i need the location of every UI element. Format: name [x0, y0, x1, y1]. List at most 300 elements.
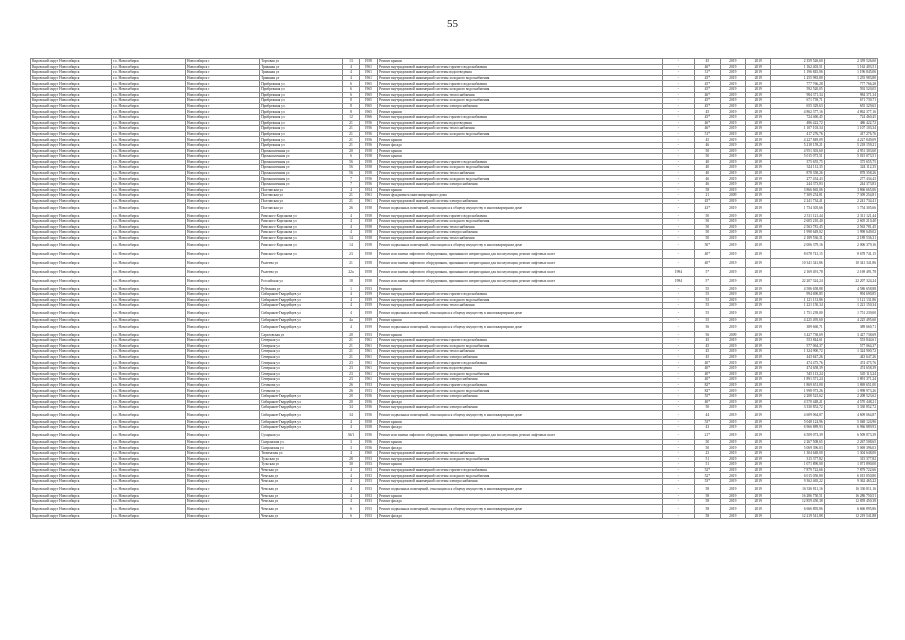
- amount-total-cell: 2 006 379,16: [824, 241, 877, 250]
- amount-total-cell: 2 169 491,78: [824, 268, 877, 277]
- street-cell: Прибрежная ул: [260, 98, 343, 104]
- table-row: [31, 430, 878, 439]
- from-year-cell: 2019: [720, 323, 745, 332]
- city-cell: Новосибирск г: [186, 81, 260, 87]
- year-cell: 1966: [359, 114, 378, 120]
- wear-cell: 50: [695, 235, 720, 241]
- from-year-cell: 2019: [720, 303, 745, 309]
- year-cell: 1961: [359, 64, 378, 70]
- wear-cell: 45: [695, 337, 720, 343]
- street-cell: Саратовская ул: [260, 332, 343, 338]
- city-cell: Новосибирск г: [186, 131, 260, 137]
- amount-total-cell: 12 859 450,38: [824, 499, 877, 505]
- from-year-cell: 2019: [720, 493, 745, 499]
- from-year-cell: 2019: [720, 182, 745, 188]
- from-year-cell: 2019: [720, 388, 745, 394]
- year-cell: 1953: [359, 332, 378, 338]
- house-cell: 4: [343, 230, 359, 236]
- city-cell: Новосибирск г: [186, 499, 260, 505]
- to-year-cell: 2019: [746, 332, 771, 338]
- house-cell: 23: [343, 360, 359, 366]
- mark-cell: -: [662, 159, 694, 165]
- city-cell: Новосибирск г: [186, 297, 260, 303]
- wear-cell: 58: [695, 504, 720, 513]
- city-cell: Новосибирск г: [186, 126, 260, 132]
- wear-cell: 50: [695, 213, 720, 219]
- house-cell: 4: [343, 484, 359, 493]
- district-cell: Кировский округ Новосибирск: [31, 456, 112, 462]
- settlement-cell: г.о. Новосибирск: [111, 81, 185, 87]
- city-cell: Новосибирск г: [186, 388, 260, 394]
- from-year-cell: 2019: [720, 219, 745, 225]
- amount-cell: 4 570 448,21: [771, 399, 824, 405]
- work-cell: Ремонт внутридомовой инженерной системы водоотведения: [378, 70, 663, 76]
- city-cell: Новосибирск г: [186, 410, 260, 419]
- work-cell: Ремонт внутридомовой инженерной системы холодного водоснабжения: [378, 473, 663, 479]
- mark-cell: -: [662, 473, 694, 479]
- wear-cell: 45*: [695, 86, 720, 92]
- settlement-cell: г.о. Новосибирск: [111, 170, 185, 176]
- city-cell: Новосибирск г: [186, 467, 260, 473]
- to-year-cell: 2019: [746, 377, 771, 383]
- street-cell: Римского-Корсакова ул: [260, 241, 343, 250]
- work-cell: Ремонт крыши: [378, 137, 663, 143]
- work-cell: Ремонт фасада: [378, 399, 663, 405]
- amount-cell: 994 690,85: [771, 292, 824, 298]
- from-year-cell: 2019: [720, 467, 745, 473]
- to-year-cell: 2019: [746, 120, 771, 126]
- city-cell: Новосибирск г: [186, 103, 260, 109]
- street-cell: Рылеева ул: [260, 259, 343, 268]
- street-cell: Промышленная ул: [260, 170, 343, 176]
- work-cell: Ремонт подвальных помещений, относящихся к общему имуществу в многоквартирном доме: [378, 504, 663, 513]
- from-year-cell: 2019: [720, 393, 745, 399]
- year-cell: 1961: [359, 198, 378, 204]
- wear-cell: 31*: [695, 70, 720, 76]
- house-cell: 20: [343, 332, 359, 338]
- settlement-cell: г.о. Новосибирск: [111, 297, 185, 303]
- amount-total-cell: 1 221 150,34: [824, 303, 877, 309]
- city-cell: Новосибирск г: [186, 360, 260, 366]
- amount-cell: 7 879 722,66: [771, 467, 824, 473]
- settlement-cell: г.о. Новосибирск: [111, 154, 185, 160]
- amount-total-cell: 443 647,26: [824, 354, 877, 360]
- street-cell: Чемская ул: [260, 479, 343, 485]
- city-cell: Новосибирск г: [186, 292, 260, 298]
- district-cell: Кировский округ Новосибирск: [31, 439, 112, 445]
- settlement-cell: г.о. Новосибирск: [111, 499, 185, 505]
- amount-total-cell: 375 655,75: [824, 159, 877, 165]
- wear-cell: 40: [695, 159, 720, 165]
- house-cell: 8: [343, 109, 359, 115]
- amount-total-cell: 277 434,43: [824, 176, 877, 182]
- district-cell: Кировский округ Новосибирск: [31, 187, 112, 193]
- house-cell: 6: [343, 513, 359, 519]
- amount-total-cell: 474 475,76: [824, 360, 877, 366]
- to-year-cell: 2019: [746, 473, 771, 479]
- street-cell: Полтавская ул: [260, 187, 343, 193]
- year-cell: 1965: [359, 92, 378, 98]
- city-cell: Новосибирск г: [186, 224, 260, 230]
- wear-cell: 55: [695, 303, 720, 309]
- mark-cell: -: [662, 467, 694, 473]
- amount-total-cell: 16 336 811,16: [824, 484, 877, 493]
- settlement-cell: г.о. Новосибирск: [111, 165, 185, 171]
- street-cell: Сибиряков-Гвардейцев ул: [260, 419, 343, 425]
- house-cell: 28: [343, 456, 359, 462]
- mark-cell: -: [662, 59, 694, 65]
- amount-total-cell: 1 869 651,00: [824, 382, 877, 388]
- house-cell: 22а: [343, 268, 359, 277]
- table-row: [31, 204, 878, 213]
- wear-cell: 40*: [695, 259, 720, 268]
- house-cell: 26: [343, 388, 359, 394]
- year-cell: 1961: [359, 360, 378, 366]
- to-year-cell: 2019: [746, 286, 771, 292]
- street-cell: Прибрежная ул: [260, 86, 343, 92]
- settlement-cell: г.о. Новосибирск: [111, 230, 185, 236]
- from-year-cell: 2019: [720, 224, 745, 230]
- district-cell: Кировский округ Новосибирск: [31, 204, 112, 213]
- mark-cell: -: [662, 235, 694, 241]
- to-year-cell: 2019: [746, 81, 771, 87]
- to-year-cell: 2019: [746, 230, 771, 236]
- wear-cell: 52*: [695, 467, 720, 473]
- district-cell: Кировский округ Новосибирск: [31, 131, 112, 137]
- city-cell: Новосибирск г: [186, 349, 260, 355]
- city-cell: Новосибирск г: [186, 70, 260, 76]
- street-cell: Чемская ул: [260, 499, 343, 505]
- from-year-cell: 2019: [720, 399, 745, 405]
- from-year-cell: 2019: [720, 64, 745, 70]
- settlement-cell: г.о. Новосибирск: [111, 92, 185, 98]
- wear-cell: 50: [695, 445, 720, 451]
- work-cell: Ремонт внутридомовой инженерной системы холодного водоснабжения: [378, 131, 663, 137]
- to-year-cell: 2019: [746, 187, 771, 193]
- amount-total-cell: 1 071 890,00: [824, 462, 877, 468]
- table-row: [31, 308, 878, 317]
- district-cell: Кировский округ Новосибирск: [31, 343, 112, 349]
- mark-cell: -: [662, 493, 694, 499]
- city-cell: Новосибирск г: [186, 354, 260, 360]
- city-cell: Новосибирск г: [186, 92, 260, 98]
- settlement-cell: г.о. Новосибирск: [111, 235, 185, 241]
- year-cell: 1956: [359, 430, 378, 439]
- mark-cell: -: [662, 219, 694, 225]
- year-cell: 1953: [359, 504, 378, 513]
- wear-cell: 56: [695, 332, 720, 338]
- work-cell: Ремонт внутридомовой инженерной системы теплоснабжения: [378, 451, 663, 457]
- to-year-cell: 2019: [746, 250, 771, 259]
- amount-cell: 1 255 983,80: [771, 75, 824, 81]
- settlement-cell: г.о. Новосибирск: [111, 277, 185, 286]
- to-year-cell: 2019: [746, 148, 771, 154]
- amount-total-cell: 244 373,83: [824, 182, 877, 188]
- work-cell: Ремонт подвальных помещений, относящихся к общему имуществу в многоквартирном доме: [378, 323, 663, 332]
- year-cell: 1954: [359, 187, 378, 193]
- year-cell: 1959: [359, 297, 378, 303]
- from-year-cell: 2019: [720, 98, 745, 104]
- district-cell: Кировский округ Новосибирск: [31, 98, 112, 104]
- city-cell: Новосибирск г: [186, 382, 260, 388]
- street-cell: Сибиряков-Гвардейцев ул: [260, 308, 343, 317]
- mark-cell: -: [662, 292, 694, 298]
- mark-cell: -: [662, 410, 694, 419]
- settlement-cell: г.о. Новосибирск: [111, 148, 185, 154]
- street-cell: Прибрежная ул: [260, 142, 343, 148]
- from-year-cell: 2019: [720, 120, 745, 126]
- amount-total-cell: 315 377,82: [824, 456, 877, 462]
- city-cell: Новосибирск г: [186, 193, 260, 199]
- district-cell: Кировский округ Новосибирск: [31, 499, 112, 505]
- street-cell: Торговая ул: [260, 59, 343, 65]
- amount-total-cell: 417 276,76: [824, 131, 877, 137]
- wear-cell: 43: [695, 425, 720, 431]
- city-cell: Новосибирск г: [186, 154, 260, 160]
- wear-cell: 50: [695, 154, 720, 160]
- year-cell: 1961: [359, 70, 378, 76]
- mark-cell: -: [662, 445, 694, 451]
- from-year-cell: 2019: [720, 377, 745, 383]
- amount-total-cell: 545 113,24: [824, 371, 877, 377]
- mark-cell: -: [662, 365, 694, 371]
- settlement-cell: г.о. Новосибирск: [111, 484, 185, 493]
- settlement-cell: г.о. Новосибирск: [111, 513, 185, 519]
- amount-total-cell: 1 196 845,06: [824, 70, 877, 76]
- amount-cell: 1 998 649,02: [771, 230, 824, 236]
- from-year-cell: 2019: [720, 230, 745, 236]
- work-cell: Ремонт внутридомовой инженерной системы горячего водоснабжения: [378, 81, 663, 87]
- house-cell: 4: [343, 303, 359, 309]
- amount-cell: 1 304 648,00: [771, 451, 824, 457]
- settlement-cell: г.о. Новосибирск: [111, 479, 185, 485]
- district-cell: Кировский округ Новосибирск: [31, 103, 112, 109]
- amount-cell: 1 891 371,24: [771, 377, 824, 383]
- amount-total-cell: 16 286 750,51: [824, 493, 877, 499]
- house-cell: 23: [343, 365, 359, 371]
- district-cell: Кировский округ Новосибирск: [31, 399, 112, 405]
- house-cell: 4: [343, 213, 359, 219]
- mark-cell: -: [662, 154, 694, 160]
- settlement-cell: г.о. Новосибирск: [111, 292, 185, 298]
- settlement-cell: г.о. Новосибирск: [111, 410, 185, 419]
- house-cell: 4: [343, 219, 359, 225]
- to-year-cell: 2019: [746, 277, 771, 286]
- mark-cell: -: [662, 98, 694, 104]
- district-cell: Кировский округ Новосибирск: [31, 64, 112, 70]
- to-year-cell: 2019: [746, 131, 771, 137]
- amount-cell: 1 869 651,00: [771, 382, 824, 388]
- year-cell: 1953: [359, 388, 378, 394]
- district-cell: Кировский округ Новосибирск: [31, 484, 112, 493]
- amount-cell: 2 169 491,78: [771, 268, 824, 277]
- house-cell: 21: [343, 137, 359, 143]
- house-cell: 4: [343, 297, 359, 303]
- district-cell: Кировский округ Новосибирск: [31, 126, 112, 132]
- street-cell: Рылеева ул: [260, 268, 343, 277]
- amount-total-cell: 5 015 073,51: [824, 154, 877, 160]
- wear-cell: 46: [695, 142, 720, 148]
- amount-total-cell: 3 427 738,69: [824, 332, 877, 338]
- amount-total-cell: 671 739,71: [824, 98, 877, 104]
- mark-cell: -: [662, 456, 694, 462]
- street-cell: Тульская ул: [260, 462, 343, 468]
- mark-cell: -: [662, 204, 694, 213]
- mark-cell: -: [662, 114, 694, 120]
- house-cell: 6: [343, 81, 359, 87]
- work-cell: Ремонт подвальных помещений, относящихся к общему имуществу в многоквартирном доме: [378, 410, 663, 419]
- street-cell: Чемская ул: [260, 467, 343, 473]
- to-year-cell: 2019: [746, 219, 771, 225]
- year-cell: 1958: [359, 165, 378, 171]
- house-cell: 4: [343, 64, 359, 70]
- from-year-cell: 2019: [720, 451, 745, 457]
- street-cell: Чемская ул: [260, 493, 343, 499]
- house-cell: 21: [343, 120, 359, 126]
- house-cell: 6: [343, 154, 359, 160]
- house-cell: 21: [343, 349, 359, 355]
- amount-total-cell: 1 751 239,00: [824, 308, 877, 317]
- to-year-cell: 2019: [746, 499, 771, 505]
- year-cell: 1961: [359, 337, 378, 343]
- from-year-cell: 2019: [720, 286, 745, 292]
- mark-cell: -: [662, 323, 694, 332]
- from-year-cell: 2019: [720, 204, 745, 213]
- settlement-cell: г.о. Новосибирск: [111, 219, 185, 225]
- city-cell: Новосибирск г: [186, 241, 260, 250]
- amount-total-cell: 4 951 303,60: [824, 148, 877, 154]
- district-cell: Кировский округ Новосибирск: [31, 86, 112, 92]
- wear-cell: 51: [695, 462, 720, 468]
- city-cell: Новосибирск г: [186, 198, 260, 204]
- wear-cell: 55: [695, 297, 720, 303]
- mark-cell: -: [662, 425, 694, 431]
- year-cell: 1953: [359, 479, 378, 485]
- street-cell: Северная ул: [260, 337, 343, 343]
- settlement-cell: г.о. Новосибирск: [111, 64, 185, 70]
- from-year-cell: 2019: [720, 439, 745, 445]
- work-cell: Ремонт или замена лифтового оборудования, признанного непригодным для эксплуатации, ремонт лифтовых шахт: [378, 277, 663, 286]
- year-cell: 1953: [359, 473, 378, 479]
- amount-total-cell: 4 225 495,60: [824, 317, 877, 323]
- settlement-cell: г.о. Новосибирск: [111, 286, 185, 292]
- work-cell: Ремонт подвальных помещений, относящихся к общему имуществу в многоквартирном доме: [378, 308, 663, 317]
- street-cell: Промышленная ул: [260, 165, 343, 171]
- district-cell: Кировский округ Новосибирск: [31, 198, 112, 204]
- mark-cell: -: [662, 81, 694, 87]
- mark-cell: -: [662, 137, 694, 143]
- mark-cell: -: [662, 343, 694, 349]
- district-cell: Кировский округ Новосибирск: [31, 337, 112, 343]
- from-year-cell: 2009: [720, 193, 745, 199]
- from-year-cell: 2019: [720, 405, 745, 411]
- work-cell: Ремонт внутридомовой инженерной системы горячего водоснабжения: [378, 467, 663, 473]
- amount-cell: 724 460,45: [771, 114, 824, 120]
- district-cell: Кировский округ Новосибирск: [31, 159, 112, 165]
- from-year-cell: 2019: [720, 499, 745, 505]
- to-year-cell: 2019: [746, 193, 771, 199]
- settlement-cell: г.о. Новосибирск: [111, 377, 185, 383]
- year-cell: 1958: [359, 213, 378, 219]
- to-year-cell: 2019: [746, 303, 771, 309]
- settlement-cell: г.о. Новосибирск: [111, 308, 185, 317]
- settlement-cell: г.о. Новосибирск: [111, 103, 185, 109]
- year-cell: 1958: [359, 204, 378, 213]
- work-cell: Ремонт внутридомовой инженерной системы горячего водоснабжения: [378, 360, 663, 366]
- mark-cell: -: [662, 182, 694, 188]
- settlement-cell: г.о. Новосибирск: [111, 137, 185, 143]
- mark-cell: -: [662, 103, 694, 109]
- amount-cell: 6 666 895,86: [771, 504, 824, 513]
- mark-cell: -: [662, 513, 694, 519]
- from-year-cell: 2019: [720, 317, 745, 323]
- work-cell: Ремонт внутридомовой инженерной системы холодного водоснабжения: [378, 456, 663, 462]
- house-cell: 4: [343, 499, 359, 505]
- mark-cell: -: [662, 371, 694, 377]
- from-year-cell: 2019: [720, 382, 745, 388]
- settlement-cell: г.о. Новосибирск: [111, 142, 185, 148]
- district-cell: Кировский округ Новосибирск: [31, 419, 112, 425]
- district-cell: Кировский округ Новосибирск: [31, 493, 112, 499]
- house-cell: 14: [343, 235, 359, 241]
- city-cell: Новосибирск г: [186, 230, 260, 236]
- to-year-cell: 2019: [746, 64, 771, 70]
- district-cell: Кировский округ Новосибирск: [31, 292, 112, 298]
- city-cell: Новосибирск г: [186, 419, 260, 425]
- settlement-cell: г.о. Новосибирск: [111, 430, 185, 439]
- wear-cell: 40*: [695, 360, 720, 366]
- district-cell: Кировский округ Новосибирск: [31, 182, 112, 188]
- wear-cell: 55: [695, 292, 720, 298]
- work-cell: Ремонт или замена лифтового оборудования, признанного непригодным для эксплуатации, ремонт лифтовых шахт: [378, 250, 663, 259]
- work-cell: Ремонт или замена лифтового оборудования, признанного непригодным для эксплуатации, ремонт лифтовых шахт: [378, 430, 663, 439]
- amount-total-cell: 592 520,05: [824, 86, 877, 92]
- district-cell: Кировский округ Новосибирск: [31, 154, 112, 160]
- work-cell: Ремонт внутридомовой инженерной системы холодного водоснабжения: [378, 165, 663, 171]
- amount-cell: 1 998 973,26: [771, 388, 824, 394]
- mark-cell: -: [662, 70, 694, 76]
- street-cell: Прибрежная ул: [260, 114, 343, 120]
- year-cell: 1958: [359, 235, 378, 241]
- city-cell: Новосибирск г: [186, 317, 260, 323]
- amount-total-cell: 2 359 526,60: [824, 59, 877, 65]
- work-cell: Ремонт фасада: [378, 499, 663, 505]
- mark-cell: -: [662, 86, 694, 92]
- amount-total-cell: 486 422,72: [824, 120, 877, 126]
- year-cell: 1965: [359, 86, 378, 92]
- street-cell: Прибрежная ул: [260, 126, 343, 132]
- from-year-cell: 2019: [720, 137, 745, 143]
- mark-cell: -: [662, 439, 694, 445]
- work-cell: Ремонт внутридомовой инженерной системы электроснабжения: [378, 377, 663, 383]
- city-cell: Новосибирск г: [186, 286, 260, 292]
- amount-cell: 1 324 900,72: [771, 349, 824, 355]
- settlement-cell: г.о. Новосибирск: [111, 98, 185, 104]
- house-cell: 4: [343, 451, 359, 457]
- from-year-cell: 2019: [720, 59, 745, 65]
- table-row: [31, 241, 878, 250]
- city-cell: Новосибирск г: [186, 165, 260, 171]
- wear-cell: 50: [695, 224, 720, 230]
- settlement-cell: г.о. Новосибирск: [111, 399, 185, 405]
- settlement-cell: г.о. Новосибирск: [111, 182, 185, 188]
- settlement-cell: г.о. Новосибирск: [111, 198, 185, 204]
- wear-cell: 46: [695, 176, 720, 182]
- to-year-cell: 2019: [746, 479, 771, 485]
- city-cell: Новосибирск г: [186, 187, 260, 193]
- from-year-cell: 2019: [720, 354, 745, 360]
- work-cell: Ремонт внутридомовой инженерной системы теплоснабжения: [378, 235, 663, 241]
